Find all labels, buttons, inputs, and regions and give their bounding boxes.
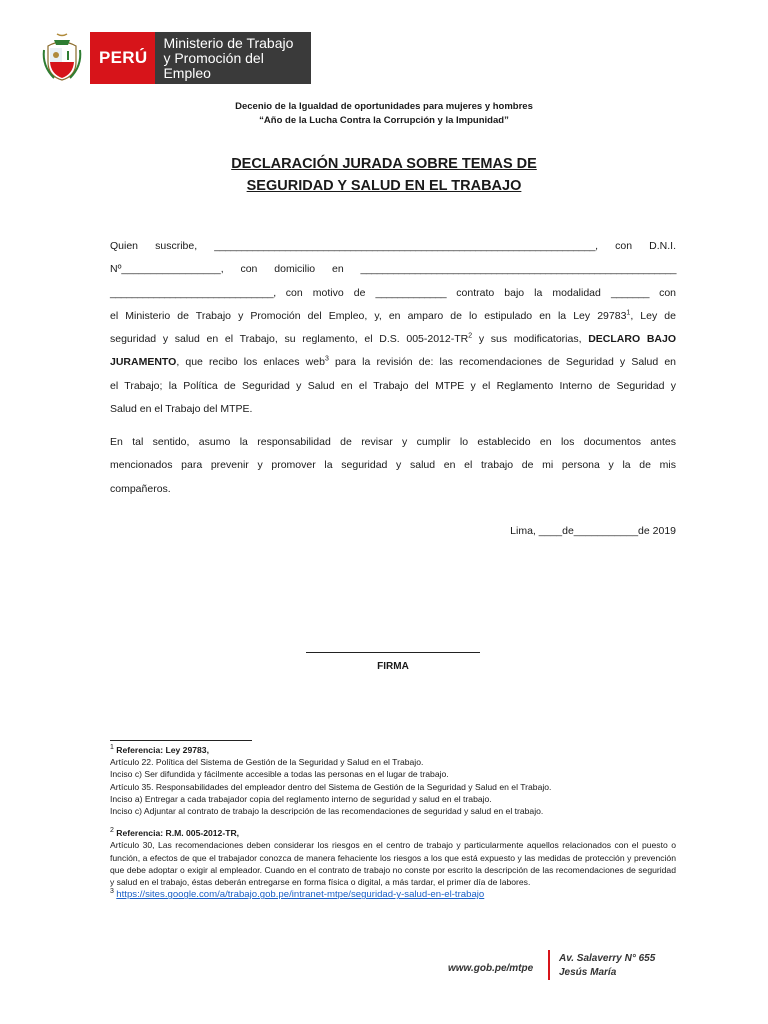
footer-address bbox=[559, 952, 655, 980]
body-text: , con D.N.I. bbox=[595, 240, 677, 252]
body-text: Quien suscribe, bbox=[110, 240, 215, 252]
body-text: para la revisión de: las recomendaciones de Seguridad y Salud en bbox=[328, 356, 676, 369]
ministry-name-line1: Ministerio de Trabajo bbox=[163, 34, 294, 51]
title-line1: DECLARACIÓN JURADA SOBRE TEMAS DE bbox=[231, 156, 537, 172]
body-text: , que recibo los enlaces web bbox=[176, 356, 325, 369]
footnote-line: Artículo 22. Política del Sistema de Gestión de la Seguridad y Salud en el Trabajo. bbox=[110, 757, 424, 768]
name-blank: ______________________________________________________________________ bbox=[214, 240, 596, 252]
footer-divider bbox=[548, 950, 550, 980]
body-line bbox=[110, 258, 676, 281]
signature-line bbox=[306, 652, 480, 653]
body-text: con bbox=[659, 286, 677, 299]
modality-blank: _______ bbox=[610, 286, 650, 299]
body-line: mencionados para prevenir y promover la seguridad y salud en el trabajo de mi persona y la de mis bbox=[110, 459, 676, 472]
footnote-ref: 1 bbox=[626, 309, 631, 317]
footnote-heading bbox=[110, 827, 676, 839]
footer-website: www.gob.pe/mtpe bbox=[448, 963, 534, 974]
body-text: y sus modificatorias, bbox=[472, 333, 589, 346]
body-bold-text: DECLARO BAJO bbox=[588, 333, 677, 346]
body-text: contrato bajo la modalidad bbox=[456, 286, 601, 299]
footnote-line: Inciso c) Adjuntar al contrato de trabajo la descripción de las recomendaciones de seguridad y salud en el trabajo. bbox=[110, 806, 544, 817]
body-line: En tal sentido, asumo la responsabilidad de revisar y cumplir lo establecido en los documentos antes bbox=[110, 436, 676, 448]
ministry-name bbox=[155, 32, 311, 84]
country-label: PERÚ bbox=[90, 32, 155, 84]
address-blank: __________________________________________________________ bbox=[360, 263, 677, 276]
footnote-line: Inciso a) Entregar a cada trabajador copia del reglamento interno de seguridad y salud en el trabajo. bbox=[110, 793, 492, 804]
body-line bbox=[110, 328, 676, 351]
decenio-header bbox=[0, 100, 768, 128]
footnote-link-line bbox=[110, 888, 676, 901]
footnote-body: Artículo 30, Las recomendaciones deben considerar los riesgos en el centro de trabajo y particularmente aquellos relacionados con el puesto o función, a efectos de que el trabajador conozca de manera fehaciente los riesgos a los que está expuesto y las medidas de protección y prevención que debe adoptar o exigir al empleador. Cuando en el contrato de trabajo no conste por escrito la descripción de las recomendaciones de seguridad y salud en el trabajo, éstas deberán entregarse en forma física o digital, a más tardar, el primer día de labores. bbox=[110, 840, 676, 888]
declaration-paragraph bbox=[110, 235, 676, 421]
dni-blank: Nº_________________, bbox=[110, 263, 224, 276]
body-bold-text: JURAMENTO bbox=[110, 356, 177, 369]
body-line bbox=[110, 351, 676, 374]
footnote-ref: 3 bbox=[324, 355, 329, 363]
decenio-text: Decenio de la Igualdad de oportunidades para mujeres y hombres bbox=[235, 101, 533, 112]
responsibility-paragraph bbox=[110, 431, 676, 501]
footnote-line: Inciso c) Ser difundida y fácilmente accesible a todas las personas en el lugar de trabajo. bbox=[110, 769, 449, 780]
body-text: , Ley de bbox=[630, 309, 676, 322]
signature-label: FIRMA bbox=[377, 661, 409, 672]
date-line: Lima, ____de___________de 2019 bbox=[510, 525, 676, 537]
body-line bbox=[110, 282, 676, 305]
body-text: con bbox=[240, 263, 258, 276]
body-text: en bbox=[331, 263, 344, 276]
document-title bbox=[0, 153, 768, 197]
title-line2: SEGURIDAD Y SALUD EN EL TRABAJO bbox=[246, 178, 522, 194]
footnote-title: Referencia: R.M. 005-2012-TR, bbox=[113, 828, 240, 839]
body-text: con motivo de bbox=[285, 286, 366, 299]
footnotes bbox=[110, 744, 676, 901]
body-line bbox=[110, 305, 676, 328]
body-line: el Trabajo; la Política de Seguridad y Salud en el Trabajo del MTPE y el Reglamento Interno de Seguridad y bbox=[110, 379, 676, 392]
body-text: domicilio bbox=[274, 263, 316, 276]
footnote-title: Referencia: Ley 29783, bbox=[113, 745, 209, 755]
footnote-heading bbox=[110, 744, 676, 756]
ministry-logo bbox=[40, 32, 311, 84]
address-blank: ______________________________, bbox=[110, 286, 276, 299]
year-name-text: “Año de la Lucha Contra la Corrupción y la Impunidad” bbox=[259, 115, 509, 126]
body-line bbox=[110, 235, 676, 258]
footnote-gap bbox=[110, 817, 676, 827]
intranet-link[interactable]: https://sites.google.com/a/trabajo.gob.pe/intranet-mtpe/seguridad-y-salud-en-el-trabajo bbox=[116, 889, 485, 901]
footnote-ref: 2 bbox=[468, 332, 473, 340]
body-line: compañeros. bbox=[110, 482, 171, 495]
address-line1: Av. Salaverry N° 655 bbox=[559, 953, 656, 964]
coat-of-arms-icon bbox=[40, 32, 84, 84]
footnote-separator bbox=[110, 740, 252, 741]
footnote-number: 3 bbox=[110, 888, 114, 896]
reason-blank: _____________ bbox=[375, 286, 447, 299]
ministry-name-line2: y Promoción del Empleo bbox=[163, 49, 264, 81]
body-text: seguridad y salud en el Trabajo, su reglamento, el D.S. 005-2012-TR bbox=[110, 333, 469, 346]
address-line2: Jesús María bbox=[559, 967, 617, 978]
footnote-line: Artículo 35. Responsabilidades del empleador dentro del Sistema de Gestión de la Seguridad y Salud en el Trabajo. bbox=[110, 781, 552, 792]
body-text: el Ministerio de Trabajo y Promoción del Empleo, y, en amparo de lo estipulado en la Ley 29783 bbox=[110, 309, 627, 322]
footnote-number: 2 bbox=[110, 827, 114, 835]
body-line: Salud en el Trabajo del MTPE. bbox=[110, 403, 253, 416]
footnote-number: 1 bbox=[110, 744, 114, 752]
